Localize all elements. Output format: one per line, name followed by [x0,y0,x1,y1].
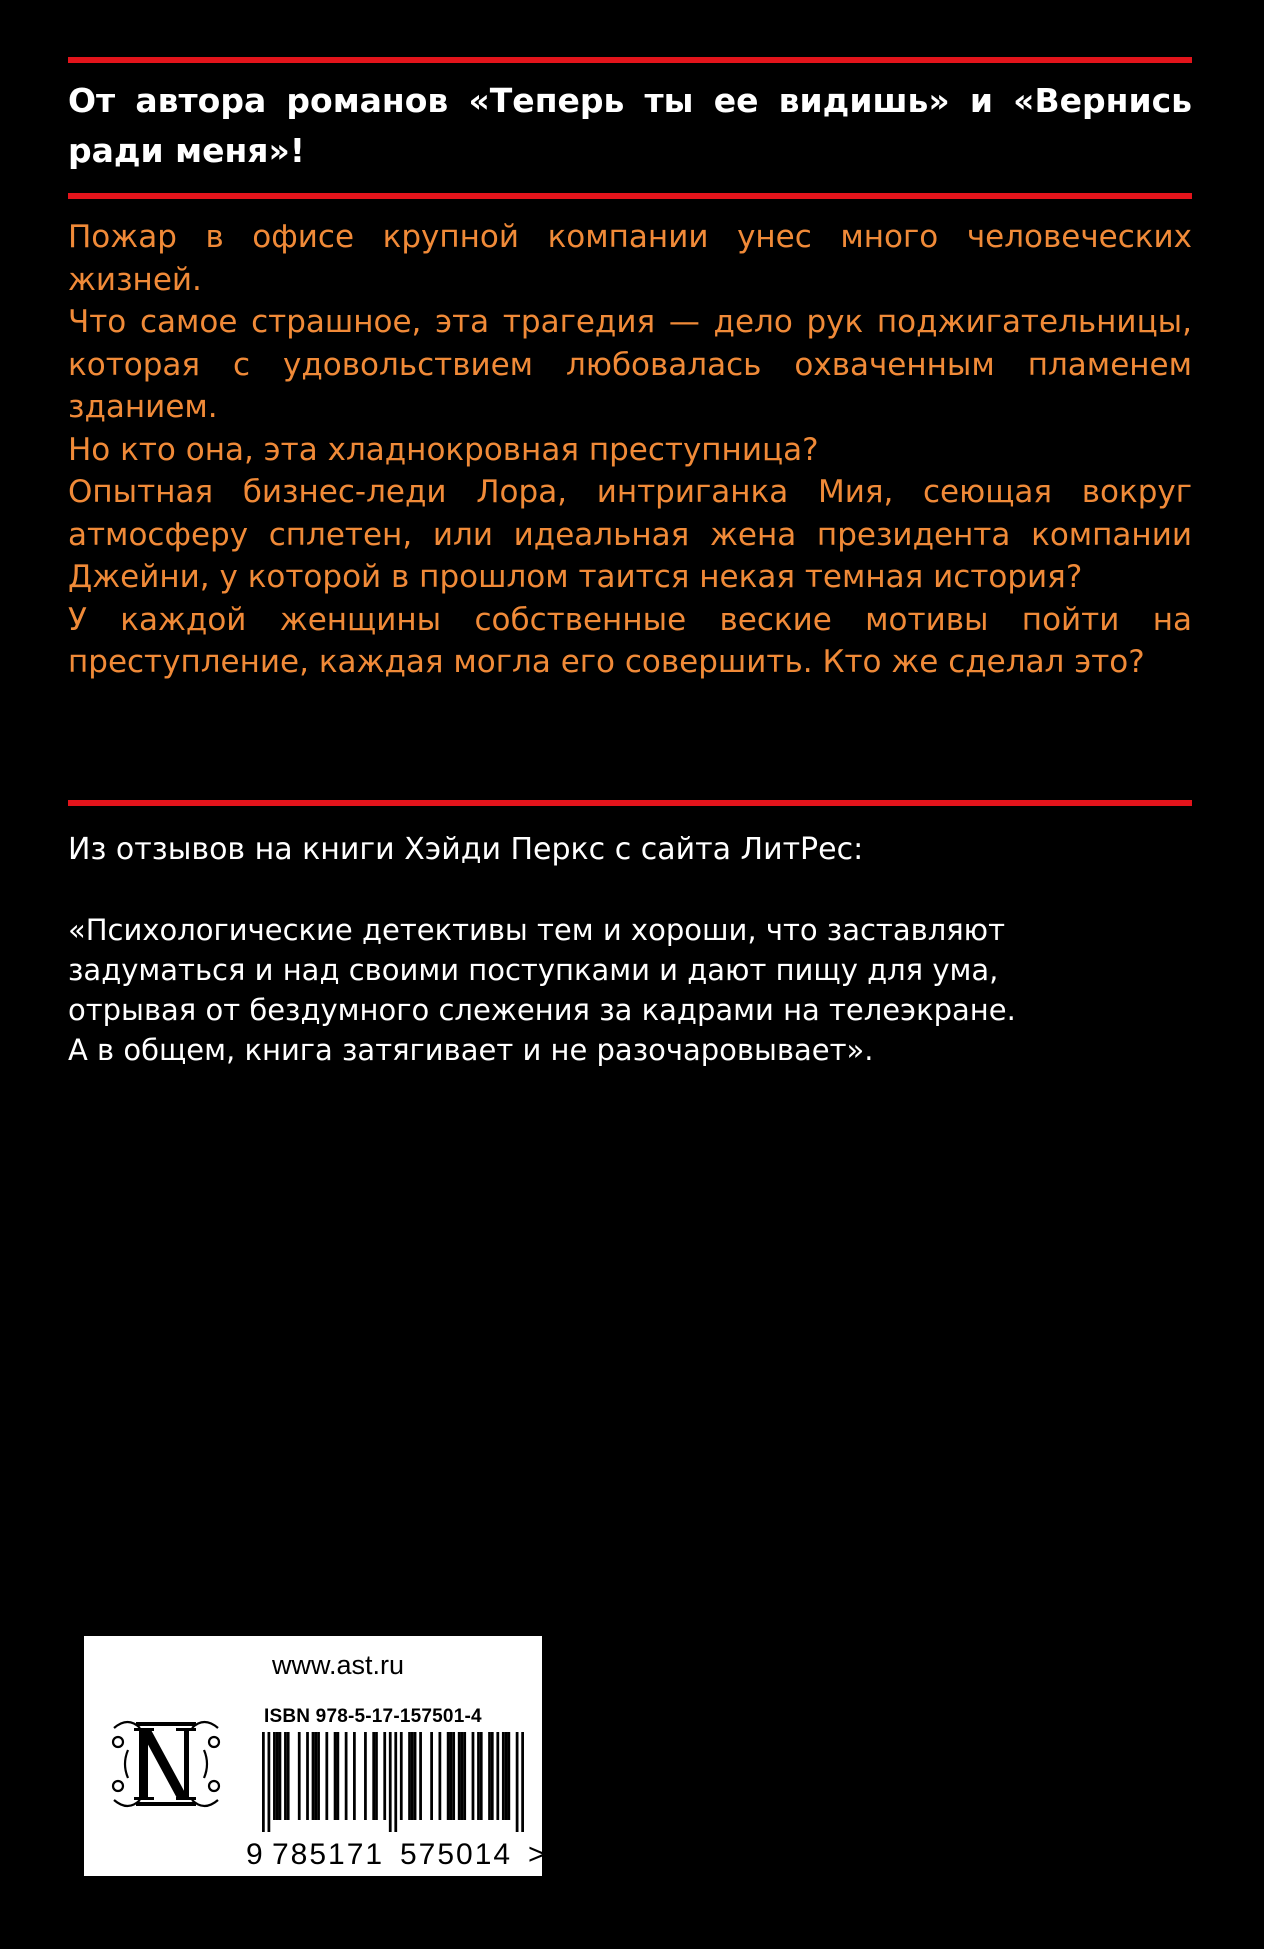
annotation-bottom-rule [68,800,1192,806]
review-quote-line: отрывая от бездумного слежения за кадрами на телеэкране. [68,993,1016,1027]
barcode-digits-left: 785171 [272,1838,385,1871]
top-red-rule [68,57,1192,63]
barcode-panel [84,1636,546,1876]
review-quote-line: А в общем, книга затягивает и не разочаровывает». [68,1033,874,1067]
isbn-label: ISBN 978-5-17-157501-4 [264,1706,482,1727]
barcode-digit-first: 9 [246,1838,263,1871]
headline: От автора романов «Теперь ты ее видишь» и «Вернись ради меня»! [68,81,1192,170]
annotation-paragraph: Что самое страшное, эта трагедия — дело рук поджигательницы, которая с удовольствием любовалась охваченным пламенем зданием. [68,304,1192,425]
publisher-website: www.ast.ru [271,1650,405,1680]
annotation-paragraph: Опытная бизнес-леди Лора, интриганка Мия, сеющая вокруг атмосферу сплетен, или идеальная жена президента компании Джейни, у которой в прошлом таится некая темная история? [68,474,1192,595]
review-quote-line: «Психологические детективы тем и хороши, что заставляют [68,913,1005,947]
reviews-intro: Из отзывов на книги Хэйди Перкс с сайта ЛитРес: [68,832,864,867]
annotation-paragraph: Пожар в офисе крупной компании унес много человеческих жизней. [68,219,1192,298]
annotation-paragraph: У каждой женщины собственные веские мотивы пойти на преступление, каждая могла его совершить. Кто же сделал это? [68,601,1192,680]
headline-bottom-rule [68,193,1192,199]
barcode-digits [84,1784,546,1874]
barcode-digits-right: 575014 [400,1838,513,1871]
review-quote [68,910,1192,1070]
annotation [68,216,1192,684]
barcode-arrow: > [528,1838,546,1871]
review-quote-line: задуматься и над своими поступками и дают пищу для ума, [68,953,999,987]
annotation-paragraph: Но кто она, эта хладнокровная преступница? [68,431,819,468]
